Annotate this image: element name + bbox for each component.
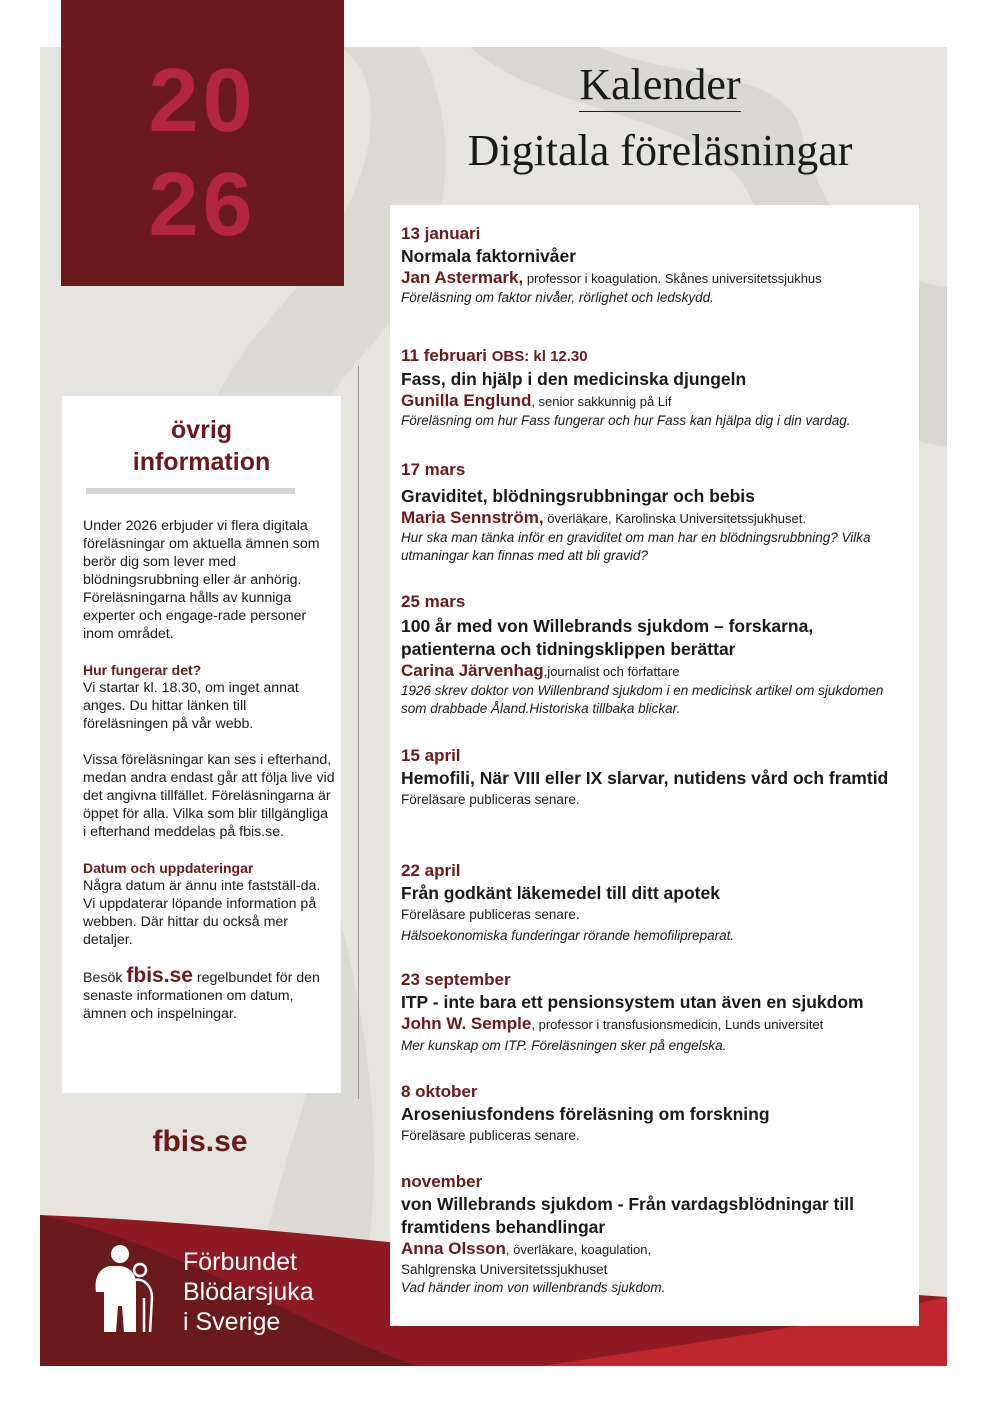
event-date: 11 februari bbox=[401, 346, 487, 365]
info-visit-post: regelbundet för den senaste informationen om datum, ämnen och inspelningar. bbox=[83, 970, 320, 1022]
info-body bbox=[83, 517, 335, 1041]
event-description: Hälsoekonomiska funderingar rörande hemofilipreparat. bbox=[401, 928, 735, 943]
event-speaker bbox=[401, 508, 916, 529]
event-description: Föreläsning om faktor nivåer, rörlighet och ledskydd. bbox=[401, 290, 714, 305]
event-title: 100 år med von Willebrands sjukdom – forskarna, patienterna och tidningsklippen berättar bbox=[401, 616, 814, 659]
event-description: Föreläsning om hur Fass fungerar och hur Fass kan hjälpa dig i din vardag. bbox=[401, 413, 851, 428]
info-visit-pre: Besök bbox=[83, 970, 123, 986]
info-availability: Vissa föreläsningar kan ses i efterhand, medan andra endast går att följa live vid det angivna tillfället. Föreläsningarna är öppet för alla. Vilka som blir tillgängliga i efterhand meddelas på fbis.se. bbox=[83, 752, 335, 840]
info-how-text: Vi startar kl. 18.30, om inget annat anges. Du hittar länken till föreläsningen på vår webb. bbox=[83, 680, 299, 732]
event-speaker bbox=[401, 391, 916, 412]
event-date: 8 oktober bbox=[401, 1082, 478, 1101]
event-15-april bbox=[401, 745, 916, 809]
info-visit bbox=[83, 964, 335, 1023]
info-heading-line2: information bbox=[132, 448, 271, 476]
event-22-april bbox=[401, 860, 916, 945]
speaker-name: Anna Olsson bbox=[401, 1239, 506, 1258]
speaker-name: John W. Semple bbox=[401, 1014, 532, 1033]
speaker-role: överläkare, Karolinska Universitetssjukhuset. bbox=[543, 511, 806, 526]
event-title: Graviditet, blödningsrubbningar och bebis bbox=[401, 486, 755, 506]
info-box bbox=[62, 396, 341, 1093]
info-visit-link[interactable]: fbis.se bbox=[126, 964, 193, 987]
event-date-line bbox=[401, 345, 916, 368]
info-dates-heading: Datum och uppdateringar bbox=[83, 860, 254, 876]
event-title: Aroseniusfondens föreläsning om forskning bbox=[401, 1104, 770, 1124]
event-11-februari bbox=[401, 345, 916, 430]
speaker-role: , professor i transfusionsmedicin, Lunds universitet bbox=[531, 1017, 824, 1032]
event-november bbox=[401, 1171, 916, 1297]
speaker-role: professor i koagulation. Skånes universitetssjukhus bbox=[523, 271, 822, 286]
event-speaker-note: Föreläsare publiceras senare. bbox=[401, 792, 580, 807]
event-speaker bbox=[401, 1239, 916, 1260]
event-title: Fass, din hjälp i den medicinska djungeln bbox=[401, 369, 747, 389]
info-how-heading: Hur fungerar det? bbox=[83, 662, 202, 678]
speaker-name: Gunilla Englund bbox=[401, 391, 532, 410]
event-date: 25 mars bbox=[401, 592, 466, 611]
event-8-oktober bbox=[401, 1081, 916, 1145]
event-title: ITP - inte bara ett pensionsystem utan även en sjukdom bbox=[401, 992, 864, 1012]
event-speaker bbox=[401, 1014, 916, 1035]
event-date: 17 mars bbox=[401, 460, 466, 479]
event-17-mars bbox=[401, 459, 916, 565]
event-speaker-affiliation: Sahlgrenska Universitetssjukhuset bbox=[401, 1262, 608, 1277]
year-line-1: 20 bbox=[148, 51, 257, 151]
event-speaker bbox=[401, 661, 916, 682]
calendar-title bbox=[380, 60, 940, 110]
event-13-januari bbox=[401, 223, 916, 307]
logo-line-1: Förbundet bbox=[183, 1248, 297, 1276]
event-speaker-note: Föreläsare publiceras senare. bbox=[401, 1128, 580, 1143]
event-date: 22 april bbox=[401, 861, 461, 880]
organization-logo-icon bbox=[88, 1244, 168, 1336]
website-link[interactable]: fbis.se bbox=[152, 1125, 248, 1158]
year-block bbox=[61, 0, 344, 286]
event-speaker-note: Föreläsare publiceras senare. bbox=[401, 907, 580, 922]
logo-line-2: Blödarsjuka bbox=[183, 1278, 314, 1306]
event-date: november bbox=[401, 1172, 483, 1191]
logo-line-3: i Sverige bbox=[183, 1308, 281, 1336]
event-date: 15 april bbox=[401, 746, 461, 765]
event-description: 1926 skrev doktor von Willenbrand sjukdom i en medicinsk artikel om sjukdomen som drabbade Åland.Historiska tillbaka blickar. bbox=[401, 683, 884, 716]
column-divider bbox=[358, 366, 359, 1099]
event-description: Vad händer inom von willenbrands sjukdom. bbox=[401, 1280, 666, 1295]
event-date: 13 januari bbox=[401, 224, 481, 243]
calendar-title-text: Kalender bbox=[579, 60, 740, 112]
events-panel bbox=[390, 205, 919, 1326]
info-heading bbox=[62, 414, 341, 478]
year-line-2: 26 bbox=[148, 155, 257, 255]
speaker-role: , senior sakkunnig på Lif bbox=[531, 394, 672, 409]
info-heading-line1: övrig bbox=[170, 416, 233, 444]
event-speaker bbox=[401, 268, 916, 289]
event-title: Från godkänt läkemedel till ditt apotek bbox=[401, 883, 720, 903]
speaker-name: Jan Astermark, bbox=[401, 268, 524, 287]
info-dates-text: Några datum är ännu inte fastställ-da. Vi uppdaterar löpande information på webben. Där hittar du också mer detaljer. bbox=[83, 878, 321, 948]
info-intro: Under 2026 erbjuder vi flera digitala föreläsningar om aktuella ämnen som berör dig som lever med blödningsrubbning eller är anhörig. Föreläsningarna hålls av kunniga experter och engage-rade personer inom området. bbox=[83, 518, 320, 642]
event-time-note: OBS: kl 12.30 bbox=[491, 348, 588, 365]
event-date: 23 september bbox=[401, 970, 511, 989]
event-23-september bbox=[401, 969, 916, 1055]
organization-logo-text bbox=[183, 1247, 314, 1337]
event-description: Mer kunskap om ITP. Föreläsningen sker på engelska. bbox=[401, 1038, 727, 1053]
event-title: Hemofili, När VIII eller IX slarvar, nutidens vård och framtid bbox=[401, 768, 889, 788]
page-title: Digitala föreläsningar bbox=[467, 126, 853, 175]
event-title: von Willebrands sjukdom - Från vardagsblödningar till framtidens behandlingar bbox=[401, 1194, 854, 1237]
speaker-name: Maria Sennström, bbox=[401, 508, 544, 527]
speaker-role: , överläkare, koagulation, bbox=[505, 1242, 652, 1257]
event-description: Hur ska man tänka inför en graviditet om man har en blödningsrubbning? Vilka utmaningar kan finnas med att bli gravid? bbox=[401, 530, 871, 563]
event-title: Normala faktornivåer bbox=[401, 246, 577, 266]
speaker-role: ,journalist och författare bbox=[543, 664, 680, 679]
info-divider bbox=[86, 488, 295, 494]
speaker-name: Carina Järvenhag bbox=[401, 661, 544, 680]
event-25-mars bbox=[401, 591, 916, 718]
